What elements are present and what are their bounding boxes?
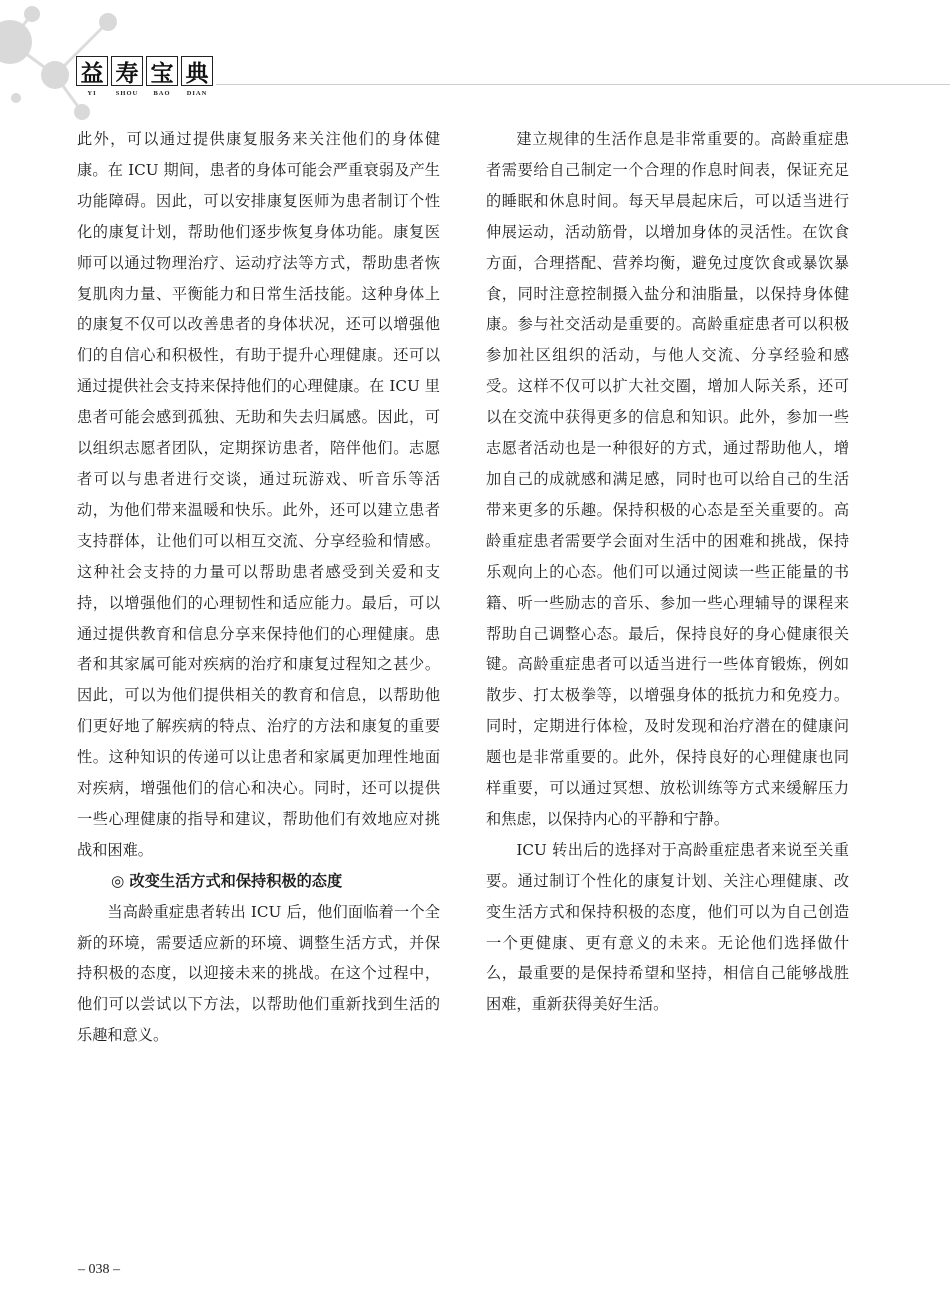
masthead-title [76,56,213,86]
pinyin-4: DIAN [186,90,208,97]
left-paragraph-1: 此外，可以通过提供康复服务来关注他们的身体健康。在 ICU 期间，患者的身体可能会严重衰弱及产生功能障碍。因此，可以安排康复医师为患者制订个性化的康复计划，帮助他们逐步恢复身体功能。康复医师可以通过物理治疗、运动疗法等方式，帮助患者恢复肌肉力量、平衡能力和日常生活技能。这种身体上的康复不仅可以改善患者的身体状况，还可以增强他们的自信心和积极性，有助于提升心理健康。还可以通过提供社会支持来保持他们的心理健康。在 ICU 里患者可能会感到孤独、无助和失去归属感。因此，可以组织志愿者团队，定期探访患者，陪伴他们。志愿者可以与患者进行交谈，通过玩游戏、听音乐等活动，为他们带来温暖和快乐。此外，还可以建立患者支持群体，让他们可以相互交流、分享经验和情感。这种社会支持的力量可以帮助患者感受到关爱和支持，以增强他们的心理韧性和适应能力。最后，可以通过提供教育和信息分享来保持他们的心理健康。患者和其家属可能对疾病的治疗和康复过程知之甚少。因此，可以为他们提供相关的教育和信息，以帮助他们更好地了解疾病的特点、治疗的方法和康复的重要性。这种知识的传递可以让患者和家属更加理性地面对疾病，增强他们的信心和决心。同时，还可以提供一些心理健康的指导和建议，帮助他们有效地应对挑战和困难。 [77,130,440,859]
pinyin-2: SHOU [115,90,139,97]
header-rule [216,84,950,85]
right-column [486,124,849,1020]
masthead-char-3: 宝 [146,56,178,86]
left-column [77,124,440,1051]
pinyin-3: BAO [153,90,171,97]
magazine-masthead [76,56,213,97]
page-number: – 038 – [78,1262,120,1277]
left-paragraph-2: 当高龄重症患者转出 ICU 后，他们面临着一个全新的环境，需要适应新的环境、调整生活方式，并保持积极的态度，以迎接未来的挑战。在这个过程中，他们可以尝试以下方法，以帮助他们重新找到生活的乐趣和意义。 [77,902,440,1045]
pinyin-1: YI [87,90,97,97]
section-heading: ◎ 改变生活方式和保持积极的态度 [111,871,343,890]
masthead-char-1: 益 [76,56,108,86]
masthead-char-2: 寿 [111,56,143,86]
right-paragraph-2: ICU 转出后的选择对于高龄重症患者来说至关重要。通过制订个性化的康复计划、关注心理健康、改变生活方式和保持积极的态度，他们可以为自己创造一个更健康、更有意义的未来。无论他们选择做什么，最重要的是保持希望和坚持，相信自己能够战胜困难，重新获得美好生活。 [486,840,849,1014]
masthead-pinyin [76,90,213,97]
right-paragraph-1: 建立规律的生活作息是非常重要的。高龄重症患者需要给自己制定一个合理的作息时间表，保证充足的睡眠和休息时间。每天早晨起床后，可以适当进行伸展运动，活动筋骨，以增加身体的灵活性。在饮食方面，合理搭配、营养均衡，避免过度饮食或暴饮暴食，同时注意控制摄入盐分和油脂量，以保持身体健康。参与社交活动是重要的。高龄重症患者可以积极参加社区组织的活动，与他人交流、分享经验和感受。这样不仅可以扩大社交圈，增加人际关系，还可以在交流中获得更多的信息和知识。此外，参加一些志愿者活动也是一种很好的方式，通过帮助他人，增加自己的成就感和满足感，同时也可以给自己的生活带来更多的乐趣。保持积极的心态是至关重要的。高龄重症患者需要学会面对生活中的困难和挑战，保持乐观向上的心态。他们可以通过阅读一些正能量的书籍、听一些励志的音乐、参加一些心理辅导的课程来帮助自己调整心态。最后，保持良好的身心健康很关键。高龄重症患者可以适当进行一些体育锻炼，例如散步、打太极拳等，以增强身体的抵抗力和免疫力。同时，定期进行体检，及时发现和治疗潜在的健康问题也是非常重要的。此外，保持良好的心理健康也同样重要，可以通过冥想、放松训练等方式来缓解压力和焦虑，以保持内心的平静和宁静。 [486,130,849,828]
masthead-char-4: 典 [181,56,213,86]
